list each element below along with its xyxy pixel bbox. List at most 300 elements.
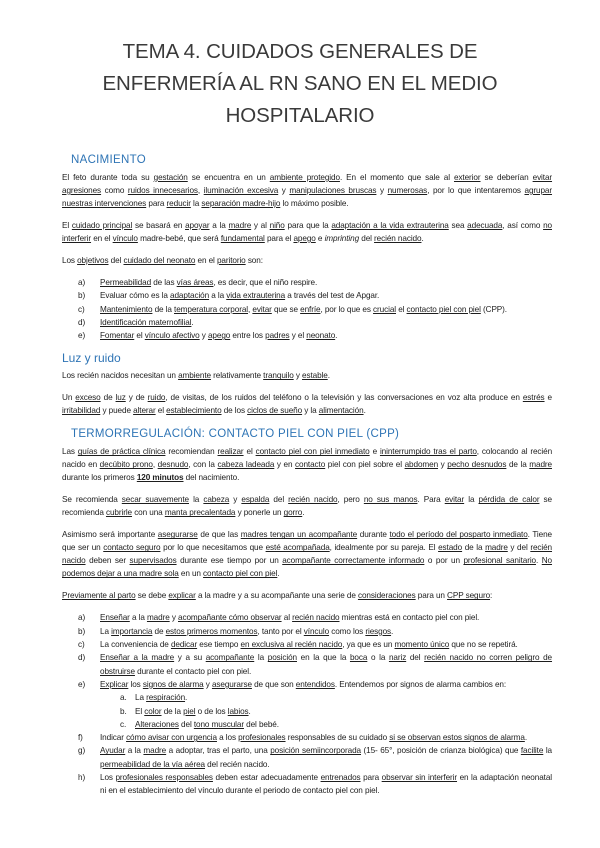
text-run: (CPP).: [480, 304, 507, 314]
text-run: la: [190, 199, 202, 208]
sub-list-marker: b.: [120, 706, 127, 716]
text-run: Un: [62, 393, 76, 403]
underlined-term: labios: [227, 706, 249, 716]
text-run: deben ser: [85, 556, 130, 566]
text-run: durante los primeros: [62, 473, 137, 483]
text-run: y en: [274, 460, 296, 470]
underlined-term: gestación: [153, 173, 188, 182]
text-run: con una: [132, 508, 165, 518]
text-run: .: [191, 317, 194, 327]
list-marker: h): [78, 773, 86, 783]
underlined-term: en exclusiva al recién nacido: [240, 640, 343, 650]
list-item: [62, 678, 552, 691]
text-run: del: [178, 719, 194, 729]
list-marker: a): [78, 613, 86, 623]
text-run: en la que la: [297, 653, 350, 663]
underlined-term: separación madre-hijo: [201, 199, 281, 208]
text-run: durante: [357, 530, 390, 540]
text-run: a adoptar, tras el parto, una: [166, 746, 271, 756]
text-run: para: [360, 773, 382, 783]
paragraph: [62, 369, 552, 382]
list-item: [62, 316, 552, 329]
list-item: [62, 638, 552, 651]
underlined-term: recién nacido: [374, 234, 422, 243]
underlined-term: exceso: [75, 393, 101, 403]
text-run: del: [269, 495, 289, 505]
underlined-term: contacto piel con piel: [406, 304, 481, 314]
text-run: Los: [100, 773, 116, 783]
text-run: Las: [62, 447, 78, 457]
text-run: ,: [197, 186, 204, 195]
underlined-term: no sus manos: [363, 495, 418, 505]
text-run: .: [363, 406, 366, 416]
list-marker: g): [78, 746, 86, 756]
underlined-term: ambiente: [178, 371, 211, 381]
document-body: [62, 152, 552, 798]
list-item-text: [100, 316, 552, 329]
underlined-term: acompañante correctamente informado: [282, 556, 425, 566]
underlined-term: cubrirle: [105, 508, 133, 518]
underlined-term: asegurarse: [211, 679, 252, 689]
text-run: e: [315, 234, 325, 243]
underlined-term: realizar: [217, 447, 244, 457]
text-run: .: [327, 371, 330, 381]
list-item: [62, 731, 552, 744]
text-run: . Tiene que ser un: [62, 530, 553, 553]
list-item: [62, 289, 552, 302]
text-run: y: [293, 371, 303, 381]
list-item-text: [100, 731, 552, 744]
text-run: Los recién nacidos necesitan un: [62, 371, 179, 381]
list-item-text: [100, 611, 552, 624]
underlined-term: luz: [115, 393, 126, 403]
text-run: relativamente: [210, 371, 264, 381]
list-item: [62, 651, 552, 678]
text-run: , así como: [502, 221, 544, 230]
text-run: del: [108, 256, 124, 265]
text-run: por lo que necesitamos que: [160, 543, 266, 553]
text-run: (15- 65°, posición de crianza biológica) que: [361, 746, 521, 756]
text-run: El: [62, 221, 72, 230]
underlined-term: asegurarse: [157, 530, 198, 540]
text-run: La conveniencia de: [100, 640, 171, 650]
paragraph: [62, 171, 552, 210]
underlined-term: 120 minutos: [136, 473, 184, 483]
underlined-term: consideraciones: [357, 591, 416, 601]
underlined-term: abdomen: [404, 460, 439, 470]
underlined-term: nariz: [388, 653, 407, 663]
text-run: sea: [448, 221, 468, 230]
underlined-term: observar sin interferir: [381, 773, 458, 783]
text-run: .: [335, 331, 338, 341]
underlined-term: Fomentar: [100, 331, 135, 341]
underlined-term: enfríe: [300, 304, 321, 314]
text-run: en el: [195, 256, 217, 265]
text-run: o de los: [195, 706, 228, 716]
text-run: la: [543, 746, 552, 756]
underlined-term: ruido: [147, 393, 166, 403]
list-item: [62, 744, 552, 771]
title-line: TEMA 4. CUIDADOS GENERALES DE: [122, 40, 478, 63]
underlined-term: padres: [265, 331, 290, 341]
paragraph: [62, 391, 552, 417]
underlined-term: ininterrumpido tras el parto: [379, 447, 477, 457]
list-item-text: [100, 651, 552, 678]
underlined-term: contacto: [295, 460, 326, 470]
underlined-term: ambiente protegido: [269, 173, 340, 182]
text-run: a la: [125, 746, 144, 756]
list-item: [62, 329, 552, 342]
underlined-term: posición: [267, 653, 297, 663]
underlined-term: crucial: [373, 304, 397, 314]
text-run: . Entendemos por signos de alarma cambios en:: [334, 679, 507, 689]
text-run: lo máximo posible.: [280, 199, 349, 208]
list-item: [62, 625, 552, 638]
underlined-term: dedicar: [170, 640, 198, 650]
sub-list-item-text: [135, 691, 552, 704]
text-run: para el: [264, 234, 294, 243]
underlined-term: apego: [207, 331, 231, 341]
list-item-text: [100, 303, 552, 316]
text-run: la: [464, 495, 479, 505]
underlined-term: profesional sanitario: [463, 556, 536, 566]
underlined-term: espalda: [241, 495, 270, 505]
list-item-text: [100, 625, 552, 638]
sub-list-item: [62, 691, 552, 704]
underlined-term: supervisados: [129, 556, 177, 566]
text-run: de la: [152, 304, 175, 314]
list-marker: d): [78, 653, 86, 663]
underlined-term: ruidos innecesarios: [127, 186, 198, 195]
underlined-term: pérdida de calor: [478, 495, 540, 505]
text-run: para un: [415, 591, 448, 601]
text-run: y: [278, 186, 290, 195]
underlined-term: cuidado del neonato: [123, 256, 196, 265]
list-item-text: [100, 329, 552, 342]
text-run: el: [155, 406, 167, 416]
text-run: de la: [462, 543, 486, 553]
underlined-term: manta precalentada: [164, 508, 236, 518]
text-run: Indicar: [100, 733, 127, 743]
text-run: de la: [506, 460, 530, 470]
underlined-term: contacto piel con piel: [203, 569, 278, 579]
underlined-term: madre: [146, 613, 170, 623]
text-run: .: [277, 569, 280, 579]
underlined-term: Explicar: [100, 679, 129, 689]
text-run: en la adaptación neonatal ni en el establecimiento del vínculo durante el periodo de contacto piel con piel.: [100, 773, 553, 796]
text-run: ,: [152, 460, 158, 470]
text-run: a través del test de Apgar.: [285, 291, 380, 301]
underlined-term: desnudo: [157, 460, 189, 470]
section-heading: NACIMIENTO: [71, 154, 146, 166]
italic-term: imprinting: [324, 234, 360, 243]
text-run: .: [536, 556, 542, 566]
underlined-term: estrés: [522, 393, 545, 403]
text-run: al: [281, 613, 293, 623]
text-run: mientras está en contacto piel con piel.: [339, 613, 480, 623]
underlined-term: riesgos: [365, 626, 392, 636]
underlined-term: decúbito prono: [99, 460, 153, 470]
underlined-term: estable: [302, 371, 328, 381]
underlined-term: no interferir: [62, 221, 552, 243]
text-run: .: [524, 733, 527, 743]
underlined-term: piel: [183, 706, 196, 716]
list-marker: c): [78, 304, 85, 314]
underlined-term: No podemos dejar a una madre sola: [62, 556, 553, 579]
text-run: madre-bebé, que será: [137, 234, 221, 243]
underlined-term: Permeabilidad: [100, 278, 152, 287]
underlined-term: vías áreas: [176, 278, 214, 287]
underlined-term: respiración: [146, 693, 186, 703]
text-run: y del: [507, 543, 531, 553]
list-marker: d): [78, 317, 86, 327]
text-run: se encuentra en un: [187, 173, 270, 182]
underlined-term: contacto piel con piel inmediato: [255, 447, 370, 457]
text-run: del: [359, 234, 375, 243]
text-run: como los: [329, 626, 366, 636]
text-run: del bebé.: [243, 719, 279, 729]
list-item: [62, 771, 552, 798]
underlined-term: recién nacido: [292, 613, 340, 623]
text-run: El feto durante toda su: [62, 173, 154, 182]
underlined-term: cabeza: [203, 495, 230, 505]
section-heading: TERMORREGULACIÓN: CONTACTO PIEL CON PIEL (CPP): [71, 428, 400, 441]
underlined-term: evitar: [252, 304, 272, 314]
text-run: , por lo que es: [320, 304, 374, 314]
underlined-term: establecimiento: [166, 406, 222, 416]
text-run: para: [146, 199, 167, 208]
text-run: , de visitas, de los ruidos del teléfono o la televisión y las conversaciones en voz alta produce en: [165, 393, 523, 403]
underlined-term: Identificación maternofilial: [100, 317, 192, 327]
underlined-term: numerosas: [387, 186, 428, 195]
underlined-term: paritorio: [216, 256, 246, 265]
underlined-term: entendidos: [295, 679, 335, 689]
list-marker: f): [78, 733, 83, 743]
underlined-term: Previamente al parto: [62, 591, 136, 601]
text-run: y la: [302, 406, 319, 416]
text-run: para que la: [284, 221, 332, 230]
paragraph: [62, 219, 552, 245]
text-run: .: [391, 626, 394, 636]
underlined-term: momento único: [394, 640, 450, 650]
underlined-term: madre: [485, 543, 508, 553]
text-run: y al: [251, 221, 270, 230]
text-run: el: [396, 304, 407, 314]
text-run: , ya que es un: [342, 640, 395, 650]
text-run: y: [376, 186, 388, 195]
text-run: .: [185, 693, 188, 703]
sub-list-item-text: [135, 718, 552, 731]
underlined-term: tranquilo: [263, 371, 294, 381]
list-item-text: [100, 638, 552, 651]
underlined-term: estos primeros momentos: [165, 626, 258, 636]
underlined-term: explicar: [168, 591, 196, 601]
list-item-text: [100, 289, 552, 302]
underlined-term: recién nacido: [62, 543, 553, 566]
underlined-term: niño: [269, 221, 285, 230]
section-heading: Luz y ruido: [62, 351, 121, 366]
page-title: [0, 36, 600, 132]
text-run: y: [229, 495, 242, 505]
underlined-term: vínculo: [303, 626, 330, 636]
text-run: e: [544, 393, 552, 403]
text-run: se deberían: [480, 173, 533, 182]
title-line: ENFERMERÍA AL RN SANO EN EL MEDIO: [102, 72, 498, 95]
text-run: .: [421, 234, 424, 243]
text-run: , pero: [337, 495, 364, 505]
underlined-term: Alteraciones: [135, 719, 179, 729]
paragraph: [62, 493, 552, 519]
text-run: de: [152, 626, 166, 636]
text-run: y puede: [100, 406, 134, 416]
list-item-text: [100, 276, 552, 289]
sub-list-marker: c.: [120, 719, 127, 729]
text-run: del recién nacido.: [204, 759, 270, 769]
underlined-term: entrenados: [320, 773, 361, 783]
text-run: del nacimiento.: [183, 473, 240, 483]
underlined-term: recién nacido: [288, 495, 338, 505]
list-marker: e): [78, 679, 86, 689]
underlined-term: ciclos de sueño: [247, 406, 303, 416]
text-run: , tanto por el: [257, 626, 304, 636]
sub-list-marker: a.: [120, 693, 127, 703]
text-run: que se: [271, 304, 301, 314]
text-run: los: [128, 679, 143, 689]
underlined-term: recién nacido no corren peligro de obstruirse: [100, 653, 553, 676]
text-run: Evaluar cómo es la: [100, 291, 171, 301]
underlined-term: madre: [143, 746, 167, 756]
text-run: El: [135, 706, 145, 716]
text-run: :: [490, 591, 493, 601]
sub-list-item-text: [135, 705, 552, 718]
underlined-term: alterar: [133, 406, 156, 416]
underlined-term: temperatura corporal: [174, 304, 249, 314]
list-item: [62, 611, 552, 624]
underlined-term: Enseñar: [100, 613, 130, 623]
sub-list-item: [62, 705, 552, 718]
text-run: de la: [161, 706, 184, 716]
underlined-term: permeabilidad de la vía aérea: [100, 759, 205, 769]
underlined-term: si se observan estos signos de alarma: [389, 733, 525, 743]
text-run: , colocando al recién nacido en: [62, 447, 553, 470]
list-item: [62, 276, 552, 289]
text-run: como: [101, 186, 128, 195]
underlined-term: secar suavemente: [121, 495, 189, 505]
sub-list-item: [62, 718, 552, 731]
text-run: Se recomienda: [62, 495, 122, 505]
text-run: a la madre y a su acompañante una serie de: [195, 591, 358, 601]
text-run: o por un: [424, 556, 464, 566]
underlined-term: irritabilidad: [62, 406, 101, 416]
text-run: a la: [129, 613, 147, 623]
list-marker: b): [78, 291, 86, 301]
text-run: recomiendan: [165, 447, 218, 457]
underlined-term: apoyar: [185, 221, 210, 230]
underlined-term: boca: [349, 653, 368, 663]
underlined-term: adaptación: [170, 291, 210, 301]
underlined-term: madre: [529, 460, 552, 470]
underlined-term: cuidado principal: [71, 221, 133, 230]
paragraph: [62, 445, 552, 484]
underlined-term: guías de práctica clínica: [77, 447, 166, 457]
text-run: responsables de su cuidado: [285, 733, 390, 743]
text-run: entre los: [230, 331, 266, 341]
text-run: de que son: [251, 679, 296, 689]
list-item: [62, 303, 552, 316]
text-run: La: [135, 693, 147, 703]
text-run: el: [134, 331, 145, 341]
text-run: a la: [209, 221, 229, 230]
text-run: a los: [216, 733, 239, 743]
list-marker: c): [78, 640, 85, 650]
text-run: se recomienda: [62, 495, 552, 518]
text-run: , es decir, que el niño respire.: [213, 278, 318, 287]
text-run: , por lo que intentaremos: [427, 186, 525, 195]
underlined-term: madres tengan un acompañante: [240, 530, 358, 540]
paragraph: [62, 254, 552, 267]
text-run: e: [369, 447, 380, 457]
underlined-term: CPP seguro: [447, 591, 491, 601]
text-run: .: [302, 508, 305, 518]
underlined-term: Enseñar a la madre: [100, 653, 175, 663]
underlined-term: acompañante: [205, 653, 255, 663]
underlined-term: exterior: [453, 173, 481, 182]
text-run: y: [438, 460, 448, 470]
text-run: la: [254, 653, 268, 663]
underlined-term: contacto seguro: [103, 543, 161, 553]
text-run: se debe: [135, 591, 169, 601]
text-run: Los: [62, 256, 78, 265]
text-run: . En el momento que sale al: [339, 173, 454, 182]
underlined-term: signos de alarma: [142, 679, 204, 689]
underlined-term: estado: [438, 543, 463, 553]
list-item-text: [100, 771, 552, 798]
text-run: , con la: [188, 460, 218, 470]
underlined-term: facilite: [520, 746, 544, 756]
paragraph: [62, 528, 552, 580]
underlined-term: evitar agresiones: [62, 173, 553, 195]
underlined-term: gorro: [283, 508, 303, 518]
underlined-term: madre: [228, 221, 252, 230]
text-run: de: [100, 393, 116, 403]
underlined-term: adaptación a la vida extrauterina: [331, 221, 449, 230]
underlined-term: vínculo: [112, 234, 138, 243]
text-run: y a su: [174, 653, 206, 663]
text-run: de que las: [197, 530, 241, 540]
underlined-term: vida extrauterina: [226, 291, 286, 301]
text-run: y de: [125, 393, 148, 403]
text-run: ese tiempo: [197, 640, 241, 650]
underlined-term: esté acompañada: [265, 543, 330, 553]
text-run: , idealmente por su pareja. El: [329, 543, 439, 553]
text-run: durante el contacto piel con piel.: [134, 666, 252, 676]
text-run: y ponerle un: [235, 508, 284, 518]
underlined-term: evitar: [444, 495, 465, 505]
underlined-term: color: [144, 706, 162, 716]
underlined-term: posición semiincorporada: [270, 746, 361, 756]
list: [62, 611, 552, 797]
underlined-term: alimentación: [318, 406, 364, 416]
text-run: la: [189, 495, 204, 505]
underlined-term: todo el período del posparto inmediato: [389, 530, 528, 540]
text-run: del: [406, 653, 425, 663]
underlined-term: reducir: [166, 199, 191, 208]
text-run: en el: [91, 234, 113, 243]
title-line: HOSPITALARIO: [225, 104, 375, 127]
paragraph: [62, 589, 552, 602]
text-run: piel con piel sobre el: [325, 460, 405, 470]
text-run: que no se repetirá.: [449, 640, 518, 650]
